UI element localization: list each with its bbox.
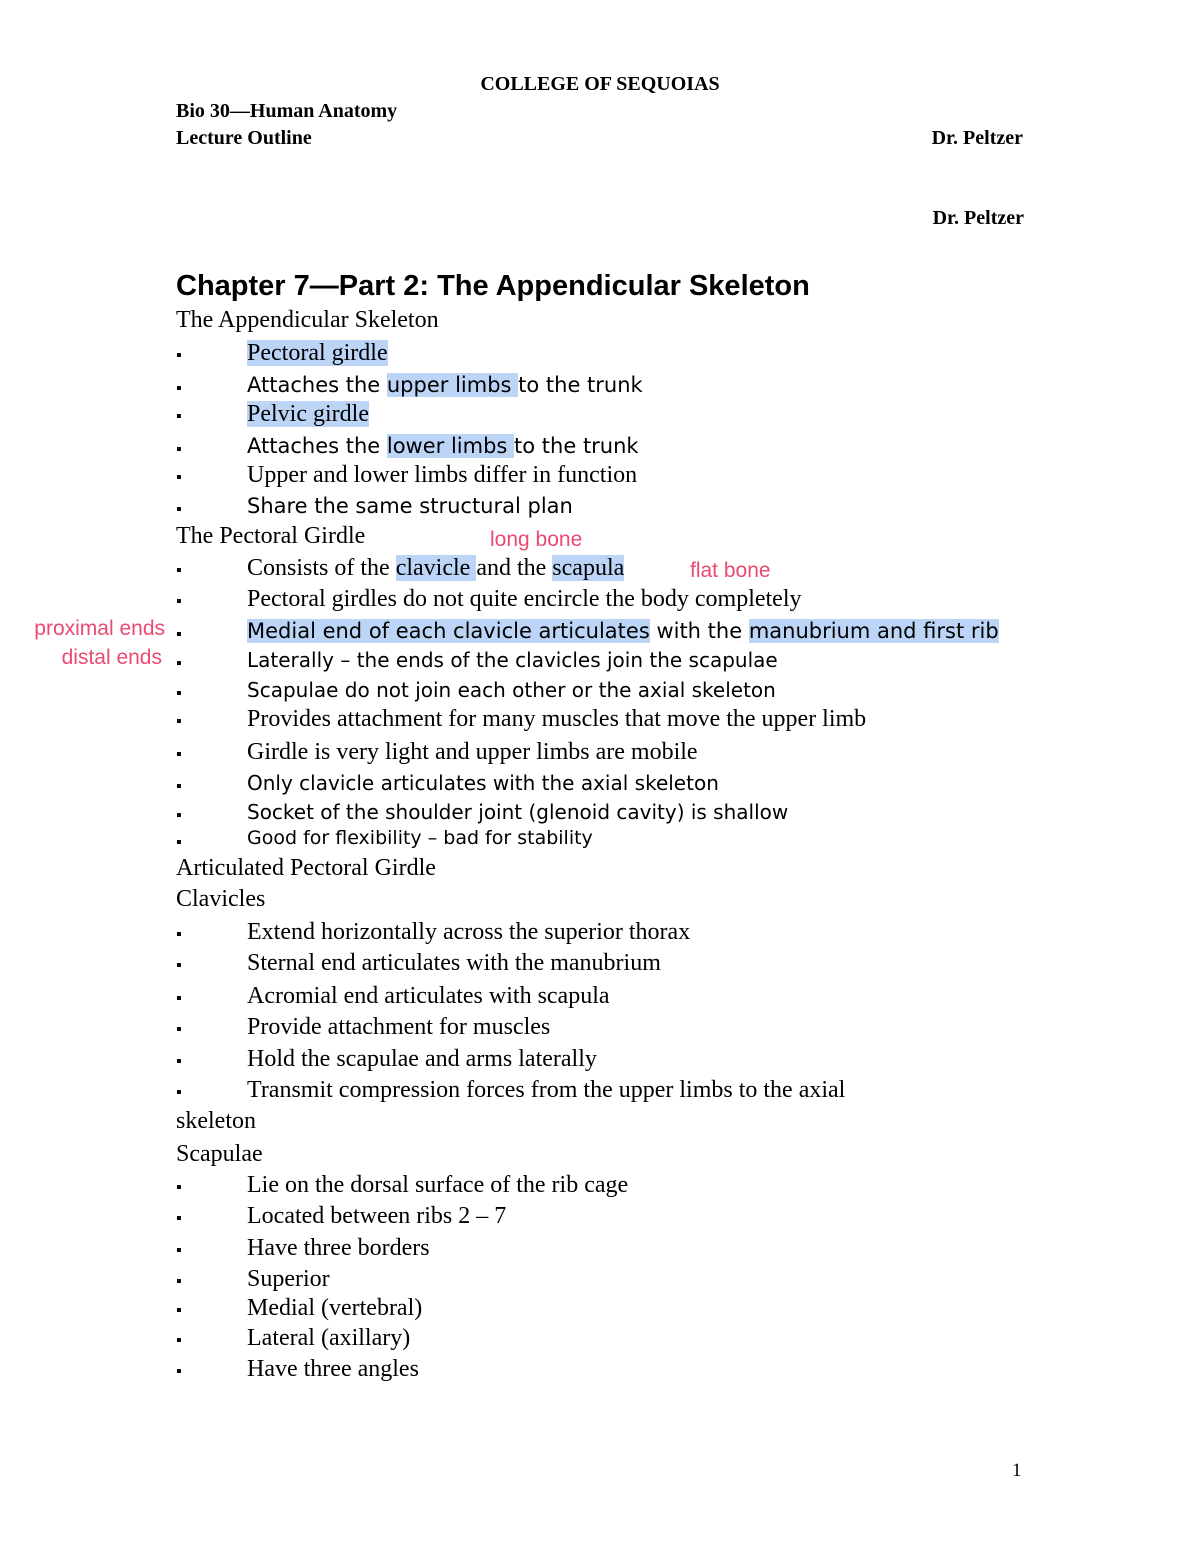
list-item bbox=[247, 586, 802, 613]
list-item-text: Attaches the bbox=[247, 434, 387, 458]
bullet-icon: ▪ bbox=[176, 655, 182, 672]
list-item-text: Girdle is very light and upper limbs are mobile bbox=[247, 739, 698, 765]
section-heading-pectoral: The Pectoral Girdle bbox=[176, 523, 366, 549]
list-item-text: Superior bbox=[247, 1266, 330, 1292]
instructor-name: Dr. Peltzer bbox=[931, 127, 1023, 149]
list-item bbox=[247, 678, 776, 702]
list-item-text: Sternal end articulates with the manubrium bbox=[247, 950, 661, 976]
list-item-text: Upper and lower limbs differ in function bbox=[247, 462, 638, 488]
list-item bbox=[247, 983, 610, 1010]
list-item-text: Medial (vertebral) bbox=[247, 1295, 423, 1321]
list-item-text: and the bbox=[476, 555, 553, 581]
list-item bbox=[247, 1014, 550, 1041]
chapter-title: Chapter 7—Part 2: The Appendicular Skeleton bbox=[176, 270, 810, 302]
bullet-icon: ▪ bbox=[176, 778, 182, 795]
bullet-icon: ▪ bbox=[176, 1084, 182, 1101]
section-heading-appendicular: The Appendicular Skeleton bbox=[176, 307, 439, 333]
bullet-icon: ▪ bbox=[176, 926, 182, 943]
list-item bbox=[247, 1046, 597, 1073]
bullet-icon: ▪ bbox=[176, 408, 182, 425]
bullet-icon: ▪ bbox=[176, 1021, 182, 1038]
list-item-text: Acromial end articulates with scapula bbox=[247, 983, 610, 1009]
list-item bbox=[247, 919, 690, 946]
clavicles-continuation: skeleton bbox=[176, 1108, 256, 1134]
list-item-text: to the trunk bbox=[518, 373, 643, 397]
list-item bbox=[247, 950, 661, 977]
annotation-proximal-ends: proximal ends bbox=[34, 617, 165, 640]
list-item-text: to the trunk bbox=[514, 434, 639, 458]
school-name: COLLEGE OF SEQUOIAS bbox=[480, 73, 720, 95]
highlighted-text: clavicle bbox=[395, 555, 477, 581]
instructor-name-repeat: Dr. Peltzer bbox=[932, 207, 1024, 229]
bullet-icon: ▪ bbox=[176, 746, 182, 763]
highlighted-text: Pelvic girdle bbox=[247, 401, 369, 427]
bullet-icon: ▪ bbox=[176, 1302, 182, 1319]
list-item bbox=[247, 494, 573, 518]
list-item bbox=[247, 373, 643, 397]
highlighted-text: manubrium and first rib bbox=[748, 619, 999, 643]
list-item bbox=[247, 1356, 419, 1383]
bullet-icon: ▪ bbox=[176, 441, 182, 458]
list-item bbox=[247, 1203, 506, 1230]
list-item-text: Scapulae do not join each other or the axial skeleton bbox=[247, 678, 776, 702]
list-item bbox=[247, 434, 639, 458]
list-item-text: Have three borders bbox=[247, 1235, 430, 1261]
section-heading-clavicles: Clavicles bbox=[176, 886, 266, 912]
list-item-text: Located between ribs 2 – 7 bbox=[247, 1203, 507, 1229]
bullet-icon: ▪ bbox=[176, 807, 182, 824]
list-item-text: Only clavicle articulates with the axial skeleton bbox=[247, 771, 719, 795]
list-item bbox=[247, 401, 369, 428]
annotation-long-bone: long bone bbox=[490, 528, 583, 551]
list-item-text: with the bbox=[649, 619, 749, 643]
list-item bbox=[247, 340, 388, 367]
bullet-icon: ▪ bbox=[176, 593, 182, 610]
highlighted-text: lower limbs bbox=[386, 434, 515, 458]
course-title: Bio 30—Human Anatomy bbox=[176, 100, 398, 122]
list-item bbox=[247, 706, 866, 733]
bullet-icon: ▪ bbox=[176, 469, 182, 486]
highlighted-text: upper limbs bbox=[386, 373, 519, 397]
section-heading-scapulae: Scapulae bbox=[176, 1141, 263, 1167]
bullet-icon: ▪ bbox=[176, 1053, 182, 1070]
bullet-icon: ▪ bbox=[176, 1332, 182, 1349]
section-heading-articulated: Articulated Pectoral Girdle bbox=[176, 855, 436, 881]
annotation-flat-bone: flat bone bbox=[690, 559, 771, 582]
list-item bbox=[247, 1172, 628, 1199]
bullet-icon: ▪ bbox=[176, 1273, 182, 1290]
bullet-icon: ▪ bbox=[176, 685, 182, 702]
list-item-text: Attaches the bbox=[247, 373, 387, 397]
bullet-icon: ▪ bbox=[176, 501, 182, 518]
list-item-text: Provide attachment for muscles bbox=[247, 1014, 551, 1040]
list-item-text: Hold the scapulae and arms laterally bbox=[247, 1046, 597, 1072]
list-item-text: Socket of the shoulder joint (glenoid cavity) is shallow bbox=[247, 800, 789, 824]
list-item bbox=[247, 1235, 430, 1262]
bullet-icon: ▪ bbox=[176, 562, 182, 579]
bullet-icon: ▪ bbox=[176, 1210, 182, 1227]
list-item bbox=[247, 739, 698, 766]
list-item-text: Laterally – the ends of the clavicles join the scapulae bbox=[247, 648, 778, 672]
list-item-text: Extend horizontally across the superior thorax bbox=[247, 919, 691, 945]
list-item bbox=[247, 648, 778, 672]
list-item bbox=[247, 1077, 845, 1104]
list-item-text: Provides attachment for many muscles that move the upper limb bbox=[247, 706, 867, 732]
list-item-text: Lateral (axillary) bbox=[247, 1325, 411, 1351]
list-item bbox=[247, 771, 719, 795]
bullet-icon: ▪ bbox=[176, 957, 182, 974]
bullet-icon: ▪ bbox=[176, 990, 182, 1007]
list-item-text: Consists of the bbox=[247, 555, 396, 581]
bullet-icon: ▪ bbox=[176, 626, 182, 643]
bullet-icon: ▪ bbox=[176, 380, 182, 397]
document-type: Lecture Outline bbox=[176, 127, 312, 149]
highlighted-text: Medial end of each clavicle articulates bbox=[247, 619, 650, 643]
highlighted-text: Pectoral girdle bbox=[247, 340, 388, 366]
bullet-icon: ▪ bbox=[176, 1242, 182, 1259]
bullet-icon: ▪ bbox=[176, 1363, 182, 1380]
bullet-icon: ▪ bbox=[176, 713, 182, 730]
bullet-icon: ▪ bbox=[176, 347, 182, 364]
page-number: 1 bbox=[1012, 1460, 1022, 1481]
highlighted-text: scapula bbox=[552, 555, 625, 581]
list-item-text: Pectoral girdles do not quite encircle the body completely bbox=[247, 586, 802, 612]
list-item-text: Transmit compression forces from the upper limbs to the axial bbox=[247, 1077, 846, 1103]
bullet-icon: ▪ bbox=[176, 834, 182, 851]
list-item-text: Good for flexibility – bad for stability bbox=[247, 827, 593, 849]
list-item bbox=[247, 462, 637, 489]
list-item bbox=[247, 1325, 410, 1352]
list-item-text: Have three angles bbox=[247, 1356, 419, 1382]
list-item bbox=[247, 619, 999, 643]
list-item bbox=[247, 555, 624, 582]
list-item bbox=[247, 827, 593, 849]
annotation-distal-ends: distal ends bbox=[61, 646, 162, 669]
list-item bbox=[247, 1295, 422, 1322]
list-item bbox=[247, 800, 788, 824]
list-item-text: Share the same structural plan bbox=[247, 494, 573, 518]
bullet-icon: ▪ bbox=[176, 1179, 182, 1196]
list-item bbox=[247, 1266, 330, 1293]
list-item-text: Lie on the dorsal surface of the rib cage bbox=[247, 1172, 629, 1198]
